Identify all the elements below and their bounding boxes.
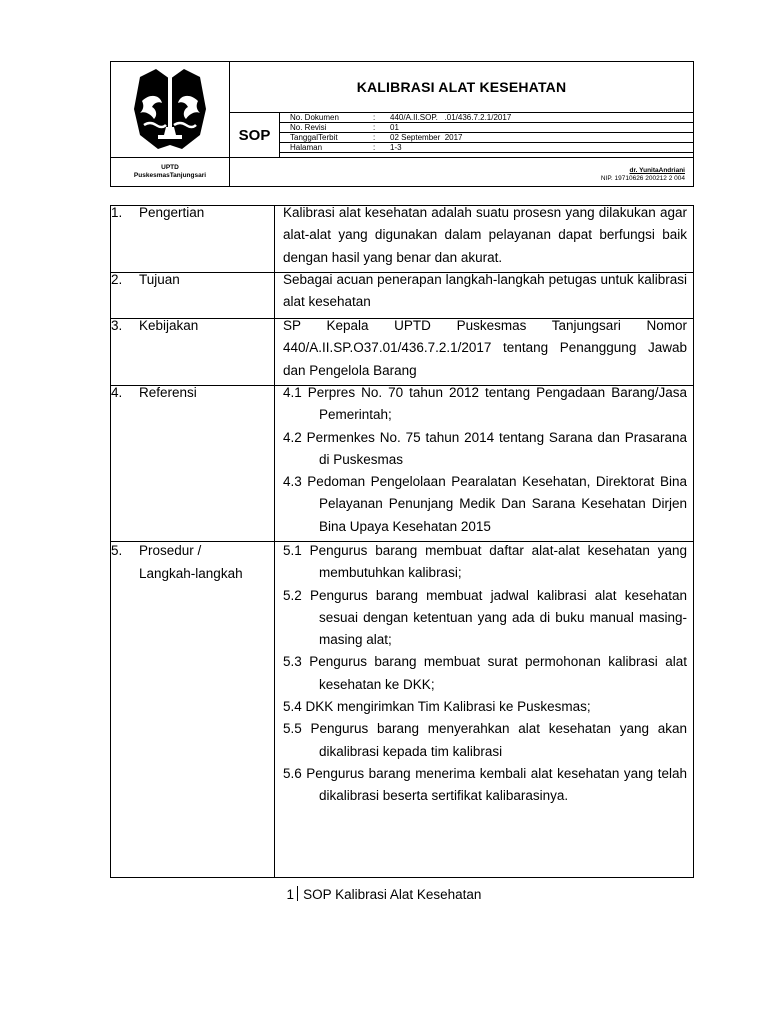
tujuan-text: Sebagai acuan penerapan langkah-langkah petugas untuk kalibrasi alat kesehatan	[283, 272, 687, 310]
prosedur-item: 5.5 Pengurus barang menyerahkan alat kesehatan yang akan dikalibrasi kepada tim kalibrasi	[283, 721, 687, 759]
meta-value: 01	[390, 123, 399, 132]
header-bottom-row	[111, 157, 693, 186]
sop-label: SOP	[230, 113, 280, 157]
page-footer	[0, 884, 768, 906]
institution-line-2: PuskesmasTanjungsari	[133, 172, 207, 179]
prosedur-list	[283, 540, 687, 808]
prosedur-item: 5.1 Pengurus barang membuat daftar alat-alat kesehatan yang membutuhkan kalibrasi;	[283, 543, 687, 581]
meta-row-page	[280, 143, 693, 153]
sop-header	[110, 61, 694, 187]
prosedur-item: 5.2 Pengurus barang membuat jadwal kalibrasi alat kesehatan sesuai dengan ketentuan yang ada di buku manual masing-masing alat;	[283, 587, 687, 648]
institution-name	[111, 158, 230, 186]
pengertian-text: Kalibrasi alat kesehatan adalah suatu prosesn yang dilakukan agar alat-alat yang digunakan dalam pelayanan dapat berfungsi baik dengan hasil yang benar dan akurat.	[283, 205, 687, 265]
footer-divider	[297, 886, 298, 901]
city-emblem-logo	[126, 65, 214, 153]
logo-cell	[111, 62, 230, 157]
referensi-item: 4.3 Pedoman Pengelolaan Pearalatan Kesehatan, Direktorat Bina Pelayanan Penunjang Medik Dan Sarana Kesehatan Dirjen Bina Upaya Kesehatan 2015	[283, 474, 687, 534]
meta-value: 02 September 2017	[390, 133, 463, 142]
meta-separator: :	[373, 143, 376, 152]
footer-text: SOP Kalibrasi Alat Kesehatan	[303, 887, 482, 902]
meta-key: TanggalTerbit	[290, 133, 338, 142]
meta-separator: :	[373, 113, 376, 122]
meta-row-document-number	[280, 113, 693, 123]
referensi-list	[283, 382, 687, 538]
document-title: KALIBRASI ALAT KESEHATAN	[230, 62, 693, 113]
signatory	[601, 167, 685, 183]
footer-page-number: 1	[286, 887, 295, 902]
meta-value: 1-3	[390, 143, 402, 152]
referensi-item: 4.1 Perpres No. 70 tahun 2012 tentang Pengadaan Barang/Jasa Pemerintah;	[283, 385, 687, 423]
kebijakan-text: SP Kepala UPTD Puskesmas Tanjungsari Nomor 440/A.II.SP.O37.01/436.7.2.1/2017 tentang Penanggung Jawab dan Pengelola Barang	[283, 318, 687, 378]
meta-key: Halaman	[290, 143, 323, 152]
meta-value: 440/A.II.SOP. .01/436.7.2.1/2017	[390, 113, 512, 122]
meta-separator: :	[373, 133, 376, 142]
referensi-item: 4.2 Permenkes No. 75 tahun 2014 tentang Sarana dan Prasarana di Puskesmas	[283, 429, 687, 467]
signatory-name: dr. YunitaAndriani	[629, 167, 685, 174]
institution-line-1: UPTD	[161, 164, 179, 171]
signatory-nip: NIP. 19710626 200212 2 004	[600, 175, 685, 182]
document-meta	[280, 113, 693, 157]
meta-row-revision	[280, 123, 693, 133]
meta-key: No. Revisi	[290, 123, 327, 132]
prosedur-item: 5.4 DKK mengirimkan Tim Kalibrasi ke Puskesmas;	[283, 699, 591, 715]
sop-content-table: 1. Pengertian 2. Tujuan 3. Kebijakan 4. Referensi 5. Prosedur / Langkah-langkah Kalibrasi alat kesehatan adalah suatu prosesn yang dilakukan agar alat-alat yang digunakan dalam pelayanan dapat berfungsi baik dengan hasil yang benar dan akurat. Sebagai acuan penerapan langkah-langkah petugas untuk kalibrasi alat kesehatan SP Kepala UPTD Puskesmas Tanjungsari Nomor 440/A.II.SP.O37.01/436.7.2.1/2017 tentang Penanggung Jawab dan Pengelola Barang 4.1 Perpres No. 70 tahun 2012 tentang Pengadaan Barang/Jasa Pemerintah; 4.2 Permenkes No. 75 tahun 2014 tentang Sarana dan Prasarana di Puskesmas 4.3 Pedoman Pengelolaan Pearalatan Kesehatan, Direktorat Bina Pelayanan Penunjang Medik Dan Sarana Kesehatan Dirjen Bina Upaya Kesehatan 2015 5.1 Pengurus barang membuat daftar alat-alat kesehatan yang membutuhkan kalibrasi; 5.2 Pengurus barang membuat jadwal kalibrasi alat kesehatan sesuai dengan ketentuan yang ada di buku manual masing-masing alat; 5.3 Pengurus barang membuat surat permohonan kalibrasi alat kesehatan ke DKK; 5.4 DKK mengirimkan Tim Kalibrasi ke Puskesmas; 5.5 Pengurus barang menyerahkan alat kesehatan yang akan dikalibrasi kepada tim kalibrasi 5.6 Pengurus barang menerima kembali alat kesehatan yang telah dikalibrasi beserta sertifikat kalibarasinya.	[110, 205, 694, 878]
meta-separator: :	[373, 123, 376, 132]
prosedur-item: 5.6 Pengurus barang menerima kembali alat kesehatan yang telah dikalibrasi beserta sertifikat kalibarasinya.	[283, 765, 687, 804]
meta-row-issue-date	[280, 133, 693, 143]
prosedur-item: 5.3 Pengurus barang membuat surat permohonan kalibrasi alat kesehatan ke DKK;	[283, 654, 687, 692]
meta-key: No. Dokumen	[290, 113, 339, 122]
